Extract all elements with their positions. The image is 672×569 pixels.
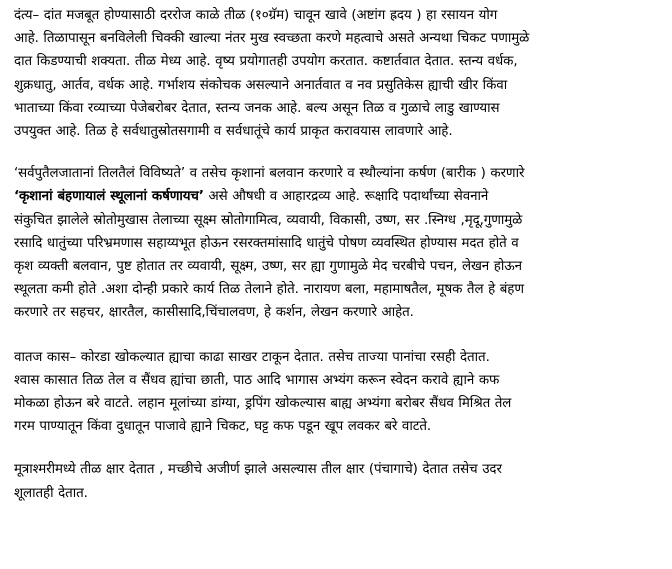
text-line: श्वास कासात तिळ तेल व सैंधव ह्यांचा छाती, पाठ आदि भागास अभ्यंग करून स्वेदन करावे ह्याने कफ	[14, 372, 500, 388]
text-line: कृश व्यक्ती बलवान, पुष्ट होतात तर व्यवायी, सूक्ष्म, उष्ण, सर ह्या गुणामुळे मेद चरबीचे पचन, लेखन होऊन	[14, 259, 523, 275]
text-line: उपयुक्त आहे. तिळ हे सर्वधातुस्रोतसगामी व सर्वधातूंचे कार्य प्राकृत करावयास लावणारे आहे.	[14, 124, 453, 140]
text-line: भाताच्या किंवा रव्याच्या पेजेबरोबर देतात, स्तन्य जनक आहे. बल्य असून तिळ व गुळाचे लाडु खाण्यास	[14, 100, 500, 116]
paragraph-til-oil-properties	[14, 162, 666, 324]
text-line: स्थूलता कमी होते .अशा दोन्ही प्रकारे कार्य तिळ तेलाने होते. नारायण बला, महामाषतैल, मूषक तैल हे बंहण	[14, 282, 524, 298]
text-line: शूलातही देतात.	[14, 485, 88, 501]
bold-sanskrit-quote: ‘कृशानां बंहणायालं स्थूलानां कर्षणायच’	[14, 189, 204, 205]
text-line: मोकळा होऊन बरे वाटते. लहान मूलांच्या डांग्या, ड्रपिंग खोकल्यास बाह्य अभ्यंगा बरोबर सैंधव मिश्रित तेल	[14, 396, 512, 412]
text-line: मूत्राश्मरीमध्ये तीळ क्षार देतात , मच्छीचे अजीर्ण झाले असल्यास तील क्षार (पंचागाचे) देतात तसेच उदर	[14, 462, 502, 478]
text-line: दंत्य– दांत मजबूत होण्यासाठी दररोज काळे तीळ (१०ग्रॅम) चावून खावे (अष्टांग ह्रदय ) हा रसायन योग	[14, 8, 498, 23]
paragraph-spacer	[14, 143, 666, 162]
text-line: गरम पाण्यातून किंवा दुधातून पाजावे ह्याने चिकट, घट्ट कफ पडून खूप लवकर बरे वाटते.	[14, 419, 432, 435]
document-body	[14, 4, 666, 505]
text-line: आहे. तिळापासून बनविलेली चिक्की खाल्या नंतर मुख स्वच्छता करणे महत्वाचे असते अन्यथा चिकट पणामुळे	[14, 31, 530, 47]
text-line: ‘सर्वपुतैलजातानां तिलतैलं विविष्यते’ व तसेच कृशानां बलवान करणारे व स्थौल्यांना कर्षण (बारीक ) करणारे	[14, 166, 525, 182]
paragraph-vataj-kas	[14, 346, 666, 439]
paragraph-spacer	[14, 438, 666, 458]
paragraph-mutrashmari	[14, 458, 666, 504]
paragraph-spacer	[14, 325, 666, 346]
text-line: वातज कास– कोरडा खोकल्यात ह्याचा काढा साखर टाकून देतात. तसेच ताज्या पानांचा रसही देतात.	[14, 349, 490, 365]
paragraph-til-dental-use	[14, 4, 666, 143]
text-line: संकुचित झालेले स्रोतोमुखास तेलाच्या सूक्ष्म स्रोतोगामित्व, व्यवायी, विकासी, उष्ण, सर .स्निग्ध ,मृदू,गुणामुळे	[14, 212, 523, 228]
text-line: दात किडण्याची शक्यता. तीळ मेध्य आहे. वृष्य प्रयोगातही उपयोग करतात. कष्टार्तवात देतात. स्तन्य वर्धक,	[14, 54, 518, 70]
text-line: असे औषधी व आहारद्रव्य आहे. रूक्षादि पदार्थांच्या सेवनाने	[203, 189, 489, 205]
text-line: करणारे तर सहचर, क्षारतैल, कासीसादि,चिंचालवण, हे कर्शन, लेखन करणारे आहेत.	[14, 305, 414, 321]
text-line: शुक्रधातु, आर्तव, वर्धक आहे. गर्भाशय संकोचक असल्याने अनार्तवात व नव प्रसुतिकेस ह्याची खीर किंवा	[14, 77, 508, 93]
text-line: रसादि धातुंच्या परिभ्रमणास सहाय्यभूत होऊन रसरक्तमांसादि धातुंचे पोषण व्यवस्थित होण्यास मदत होते व	[14, 235, 519, 251]
